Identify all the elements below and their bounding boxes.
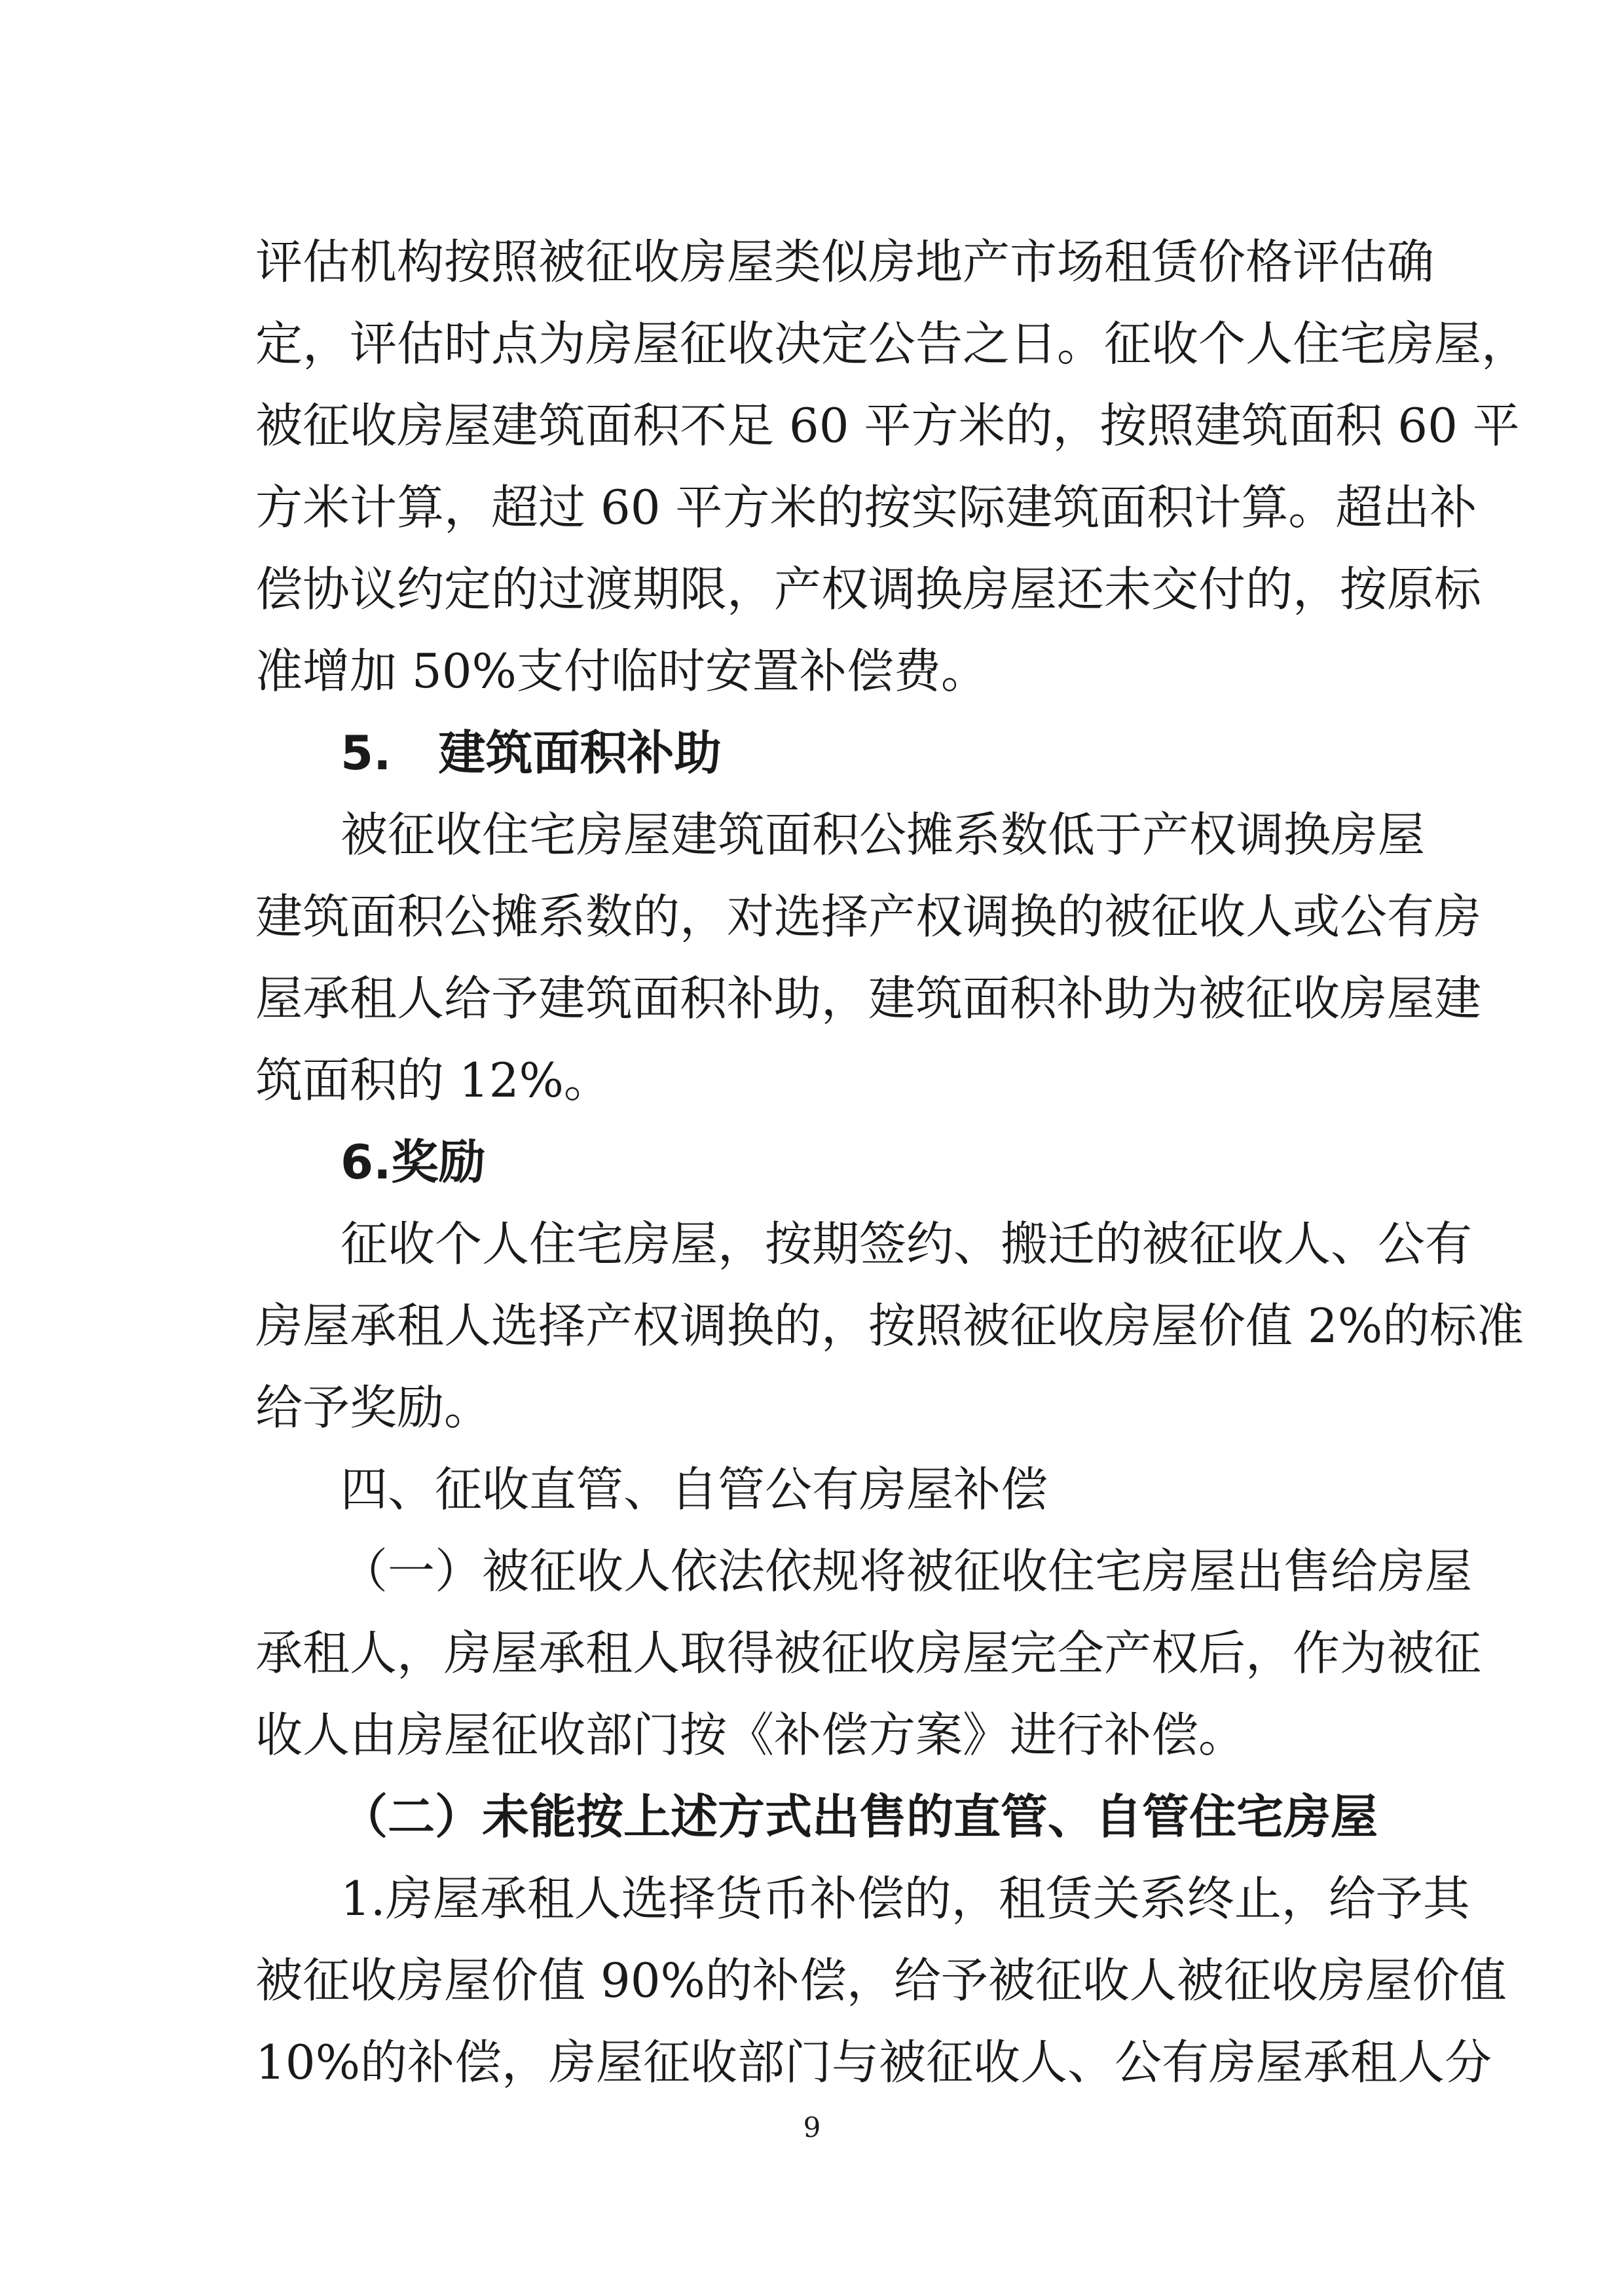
body-line: 被征收房屋价值 90%的补偿，给予被征收人被征收房屋价值 — [255, 1953, 1507, 2008]
body-line: 房屋承租人选择产权调换的，按照被征收房屋价值 2%的标准 — [255, 1298, 1524, 1353]
body-line: 收人由房屋征收部门按《补偿方案》进行补偿。 — [255, 1707, 1246, 1762]
body-line: 偿协议约定的过渡期限，产权调换房屋还未交付的，按原标 — [255, 562, 1482, 617]
body-line: 方米计算，超过 60 平方米的按实际建筑面积计算。超出补 — [255, 480, 1477, 535]
body-line: 被征收房屋建筑面积不足 60 平方米的，按照建筑面积 60 平 — [255, 398, 1520, 453]
body-line: 评估机构按照被征收房屋类似房地产市场租赁价格评估确 — [255, 234, 1435, 289]
body-line: 准增加 50%支付临时安置补偿费。 — [255, 644, 988, 699]
body-line: 1.房屋承租人选择货币补偿的，租赁关系终止，给予其 — [341, 1871, 1470, 1926]
section-heading: 5. 建筑面积补助 — [341, 725, 722, 780]
body-line: 被征收住宅房屋建筑面积公摊系数低于产权调换房屋 — [341, 807, 1426, 862]
chapter-heading: 四、征收直管、自管公有房屋补偿 — [341, 1462, 1048, 1517]
page-number: 9 — [803, 2111, 821, 2143]
body-line: 承租人，房屋承租人取得被征收房屋完全产权后，作为被征 — [255, 1626, 1482, 1681]
body-line: 给予奖励。 — [255, 1380, 492, 1435]
section-heading: 6.奖励 — [341, 1135, 486, 1190]
body-line: 筑面积的 12%。 — [255, 1053, 611, 1108]
body-line: 建筑面积公摊系数的，对选择产权调换的被征收人或公有房 — [255, 889, 1482, 944]
body-line: 征收个人住宅房屋，按期签约、搬迁的被征收人、公有 — [341, 1216, 1473, 1271]
subsection-heading: （二）未能按上述方式出售的直管、自管住宅房屋 — [341, 1789, 1378, 1844]
body-line: （一）被征收人依法依规将被征收住宅房屋出售给房屋 — [341, 1544, 1473, 1599]
body-line: 10%的补偿，房屋征收部门与被征收人、公有房屋承租人分 — [255, 2035, 1492, 2090]
body-line: 屋承租人给予建筑面积补助，建筑面积补助为被征收房屋建 — [255, 971, 1482, 1026]
body-line: 定，评估时点为房屋征收决定公告之日。征收个人住宅房屋， — [255, 316, 1529, 371]
